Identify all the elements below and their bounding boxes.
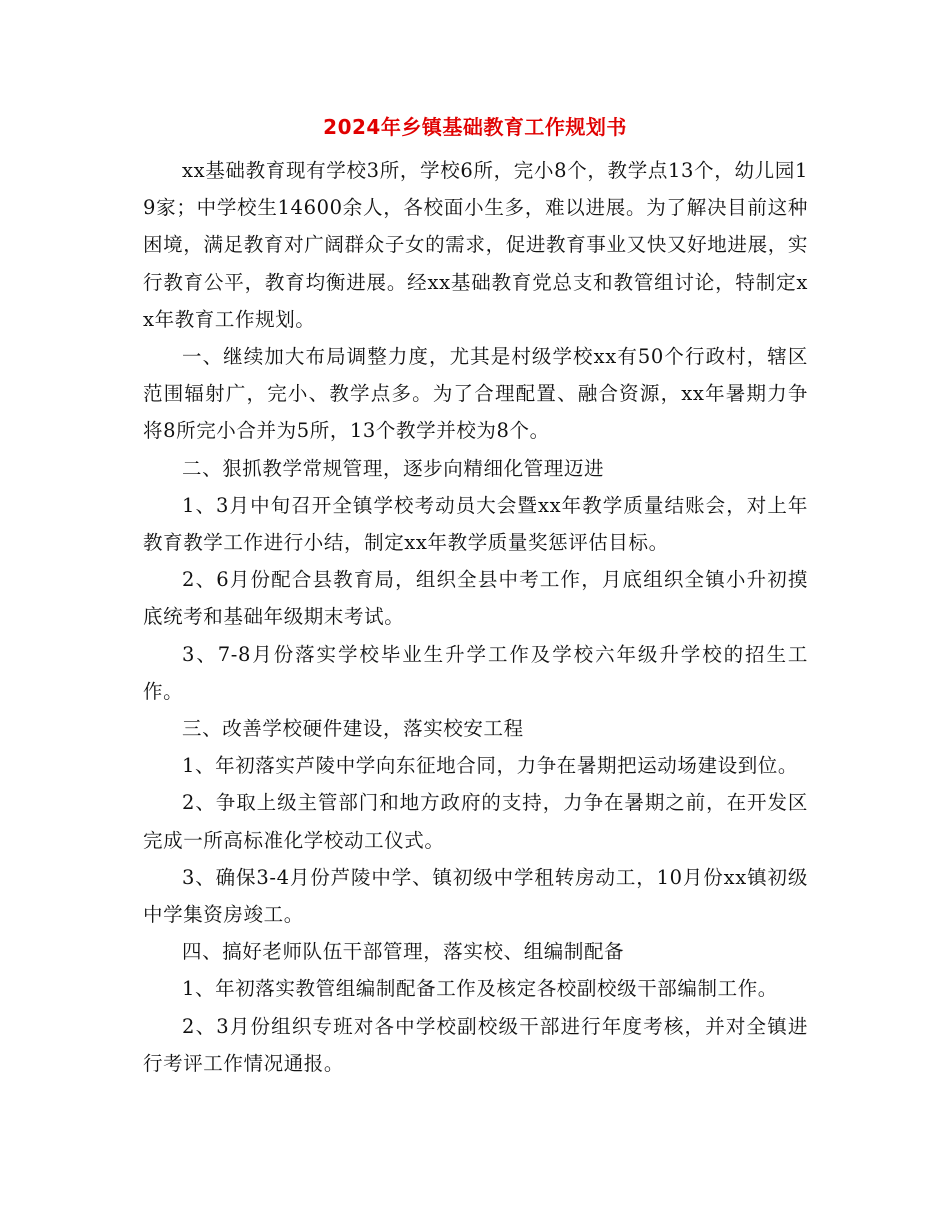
heading-section-2: 二、狠抓教学常规管理，逐步向精细化管理迈进: [182, 456, 605, 480]
heading-section-3: 三、改善学校硬件建设，落实校安工程: [182, 717, 524, 741]
document-body: [143, 152, 808, 1082]
paragraph-item: 3、7-8月份落实学校毕业生升学工作及学校六年级升学校的招生工作。: [143, 642, 808, 703]
paragraph-item: 1、年初落实教管组编制配备工作及核定各校副校级干部编制工作。: [182, 977, 778, 1001]
paragraph-item: 2、争取上级主管部门和地方政府的支持，力争在暑期之前，在开发区完成一所高标准化学校动工仪式。: [143, 791, 808, 852]
paragraph-item: 1、3月中旬召开全镇学校考动员大会暨xx年教学质量结账会，对上年教育教学工作进行小结，制定xx年教学质量奖惩评估目标。: [143, 493, 808, 555]
heading-section-4: 四、搞好老师队伍干部管理，落实校、组编制配备: [182, 940, 625, 964]
paragraph-intro: xx基础教育现有学校3所，学校6所，完小8个，教学点13个，幼儿园19家；中学校生14600余人，各校面小生多，难以进展。为了解决目前这种困境，满足教育对广阔群众子女的需求，促进教育事业又快又好地进展，实行教育公平，教育均衡进展。经xx基础教育党总支和教管组讨论，特制定xx年教育工作规划。: [143, 159, 808, 331]
paragraph-item: 2、6月份配合县教育局，组织全县中考工作，月底组织全镇小升初摸底统考和基础年级期末考试。: [143, 568, 808, 629]
document-title: 2024年乡镇基础教育工作规划书: [323, 115, 627, 139]
paragraph-item: 2、3月份组织专班对各中学校副校级干部进行年度考核，并对全镇进行考评工作情况通报。: [143, 1014, 808, 1075]
paragraph-item: 1、年初落实芦陵中学向东征地合同，力争在暑期把运动场建设到位。: [182, 754, 799, 778]
paragraph-item: 3、确保3-4月份芦陵中学、镇初级中学租转房动工，10月份xx镇初级中学集资房竣工。: [143, 865, 808, 927]
paragraph-section-1: 一、继续加大布局调整力度，尤其是村级学校xx有50个行政村，辖区范围辐射广，完小、教学点多。为了合理配置、融合资源，xx年暑期力争将8所完小合并为5所，13个教学并校为8个。: [143, 345, 808, 443]
